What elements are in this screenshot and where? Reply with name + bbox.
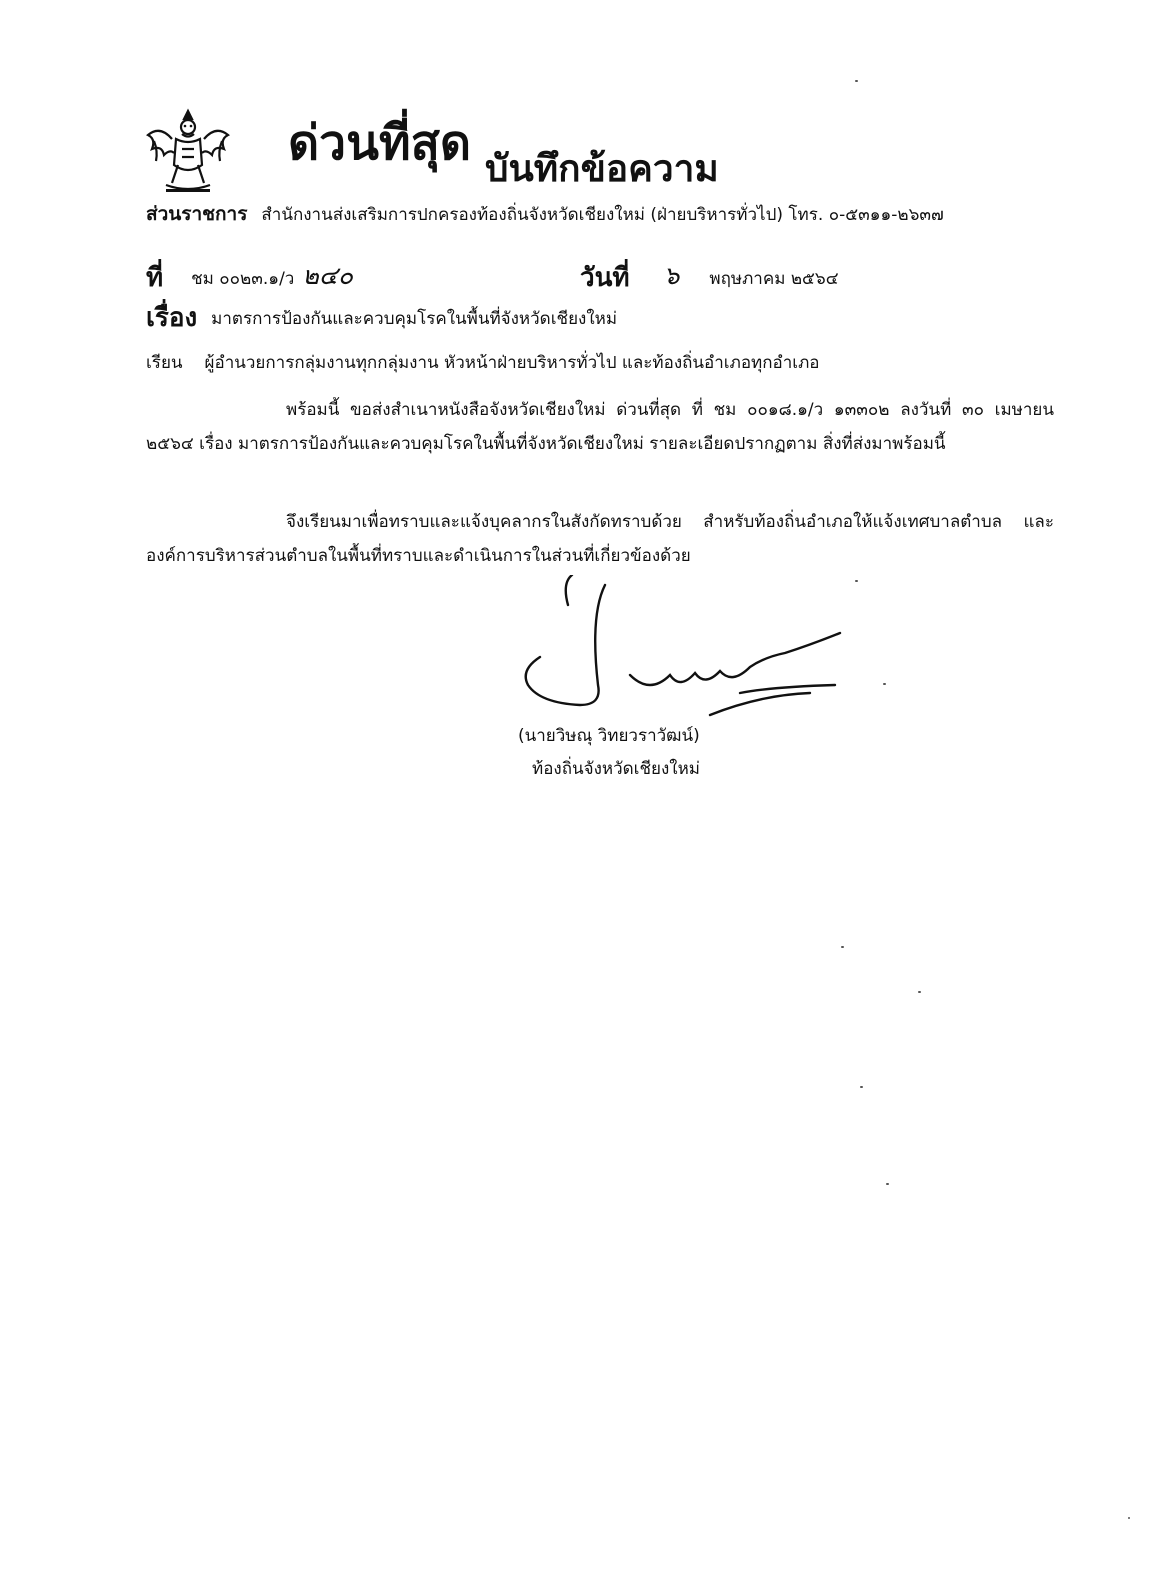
doc-date-day: ๖ xyxy=(663,261,680,290)
signatory-position: ท้องถิ่นจังหวัดเชียงใหม่ xyxy=(532,759,701,779)
agency-row xyxy=(146,201,944,228)
subject-row xyxy=(146,305,617,332)
recipient-value: ผู้อำนวยการกลุ่มงานทุกกลุ่มงาน หัวหน้าฝ่ายบริหารทั่วไป และท้องถิ่นอำเภอทุกอำเภอ xyxy=(204,353,820,373)
body-paragraph-2: จึงเรียนมาเพื่อทราบและแจ้งบุคลากรในสังกัดทราบด้วย สำหรับท้องถิ่นอำเภอให้แจ้งเทศบาลตำบล และองค์การบริหารส่วนตำบลในพื้นที่ทราบและดำเนินการในส่วนที่เกี่ยวข้องด้วย xyxy=(146,512,1054,566)
body-paragraph-1: พร้อมนี้ ขอส่งสำเนาหนังสือจังหวัดเชียงใหม่ ด่วนที่สุด ที่ ชม ๐๐๑๘.๑/ว ๑๓๓๐๒ ลงวันที่ ๓๐ เมษายน ๒๕๖๔ เรื่อง มาตรการป้องกันและควบคุมโรคในพื้นที่จังหวัดเชียงใหม่ รายละเอียดปรากฏตาม สิ่งที่ส่งมาพร้อมนี้ xyxy=(146,400,1054,454)
recipient-label: เรียน xyxy=(146,353,183,373)
urgency-stamp: ด่วนที่สุด xyxy=(288,115,472,171)
recipient-row xyxy=(146,350,820,376)
doc-number-value: ชม ๐๐๒๓.๑/ว xyxy=(191,269,295,289)
subject-value: มาตรการป้องกันและควบคุมโรคในพื้นที่จังหวัดเชียงใหม่ xyxy=(211,309,618,329)
signature-mark-icon xyxy=(510,575,850,735)
memo-title: บันทึกข้อความ xyxy=(485,147,719,190)
doc-number-row xyxy=(146,256,353,298)
agency-value: สำนักงานส่งเสริมการปกครองท้องถิ่นจังหวัดเชียงใหม่ (ฝ่ายบริหารทั่วไป) โทร. ๐-๕๓๑๑-๒๖๓๗ xyxy=(261,205,944,225)
doc-date-row xyxy=(580,256,839,298)
agency-label: ส่วนราชการ xyxy=(146,203,248,225)
doc-number-handwritten: ๒๔๐ xyxy=(302,261,354,290)
subject-label: เรื่อง xyxy=(146,303,198,333)
doc-number-label: ที่ xyxy=(146,263,164,293)
garuda-seal-icon xyxy=(142,105,234,197)
signatory-name: (นายวิษณุ วิทยวราวัฒน์) xyxy=(518,726,700,746)
doc-date-month-year: พฤษภาคม ๒๕๖๔ xyxy=(709,269,839,289)
doc-date-label: วันที่ xyxy=(580,263,630,293)
